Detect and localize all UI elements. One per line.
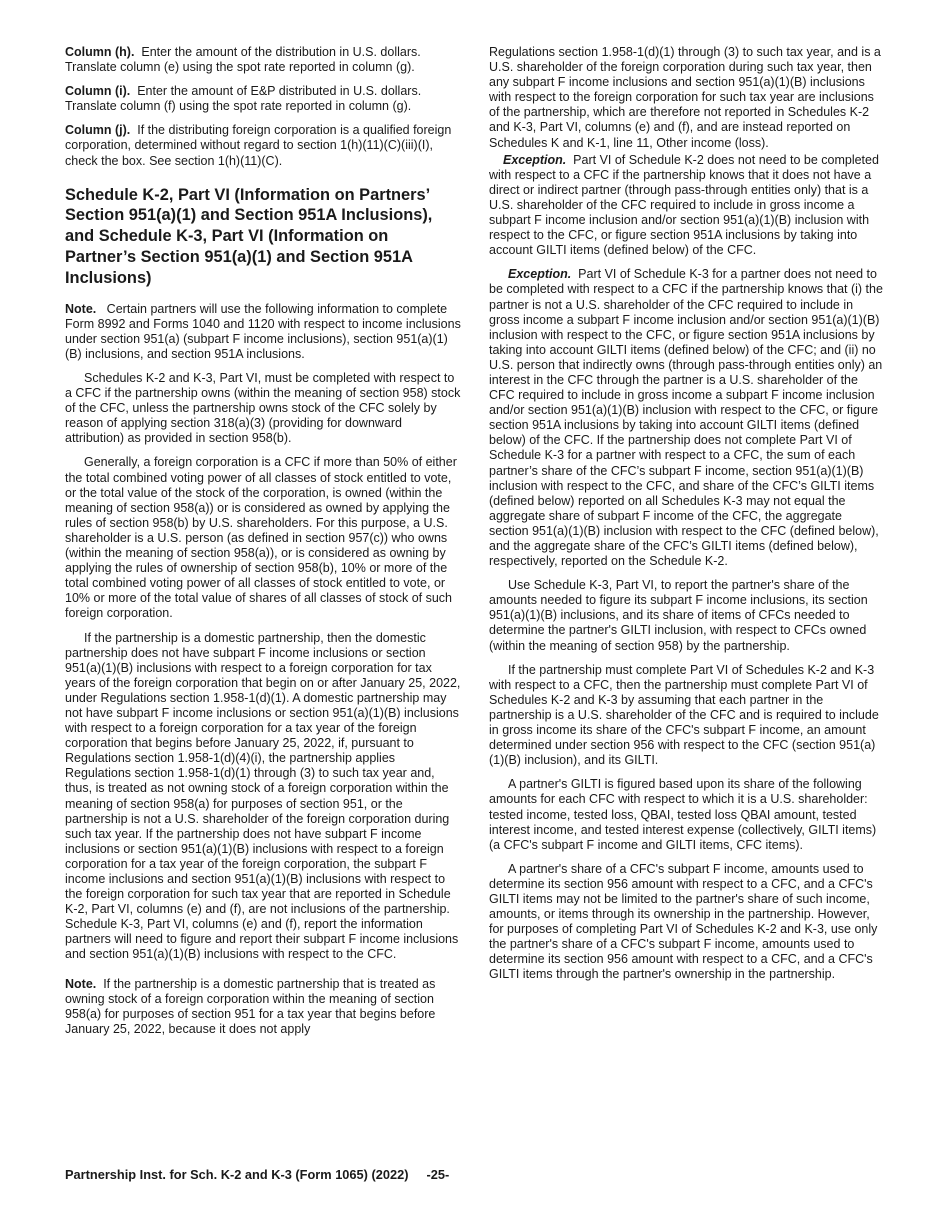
column-j-text: If the distributing foreign corporation is a qualified foreign corporation, determined without regard to section 1(h)(11)(C)(iii)(I), check the box. See section 1(h)(11)(C). xyxy=(65,123,452,168)
exception-paragraph xyxy=(489,153,885,259)
left-column xyxy=(65,45,461,1046)
page-footer xyxy=(65,1167,449,1182)
column-h-paragraph xyxy=(65,45,461,75)
body-paragraph: Use Schedule K-3, Part VI, to report the partner's share of the amounts needed to figure its subpart F income inclusions, its section 951(a)(1)(B) inclusions, and its share of items of CFCs needed to determine the partner's GILTI inclusion, with respect to CFCs owned (within the meaning of section 958) by the partnership. xyxy=(489,578,868,653)
exception-text: Part VI of Schedule K-3 for a partner does not need to be completed with respect to a CFC if the partnership knows that (i) the partner is not a U.S. shareholder of the CFC required to include in gross income a subpart F income inclusion and/or section 951(a)(1)(B) inclusion with respect to the CFC, or figure section 951A inclusions by taking into account GILTI items (defined below) of the CFC; and (ii) no U.S. person that indirectly owns (through pass-through entities only) an interest in the CFC through the partner is a U.S. shareholder of the CFC required to include in gross income a subpart F income inclusion and/or section 951(a)(1)(B) inclusion with respect to the CFC, or figure section 951A inclusions by taking into account GILTI items (defined below) of the CFC. If the partnership does not complete Part VI of Schedule K-3 for a partner with respect to a CFC, the sum of each partner’s share of the CFC’s subpart F income, section 951(a)(1)(B) inclusion with respect to the CFC, and share of the CFC’s GILTI items (defined below) reported on all Schedules K-3 may not equal the aggregate share of subpart F income of the CFC, the aggregate section 951(a)(1)(B) inclusion with respect to the CFC (defined below), and the aggregate share of the CFC’s GILTI items (defined below), respectively, reported on the Schedule K-2. xyxy=(489,267,883,569)
column-j-paragraph xyxy=(65,123,461,168)
exception-text: Part VI of Schedule K-2 does not need to be completed with respect to a CFC if the partnership knows that it does not have a direct or indirect partner (through pass-through entities only) that is a U.S. shareholder of the CFC required to include in gross income a subpart F income inclusion and/or section 951(a)(1)(B) inclusion with respect to the CFC, or figure section 951A inclusions by taking into account GILTI items (defined below) of the CFC. xyxy=(489,152,879,258)
note-text: If the partnership is a domestic partnership that is treated as owning stock of a foreign corporation within the meaning of section 958(a) for purposes of section 951 for a tax year that begins before January 25, 2022, because it does not apply xyxy=(65,976,436,1036)
column-j-label: Column (j). xyxy=(65,123,131,138)
right-column xyxy=(489,45,885,992)
column-i-paragraph xyxy=(65,84,461,114)
note-label: Note. xyxy=(65,301,97,316)
continued-paragraph: Regulations section 1.958-1(d)(1) through (3) to such tax year, and is a U.S. shareholder of the foreign corporation during such tax year, then any subpart F income inclusions and section 951(a)(1)(B) inclusions with respect to the foreign corporation for such tax year are inclusions of the partnership, which are therefore not reported in Schedules K-2 and K-3, Part VI, columns (e) and (f), and are instead reported on Schedules K and K-1, line 11, Other income (loss). xyxy=(489,45,881,150)
exception-label: Exception. xyxy=(508,267,572,282)
body-paragraph: A partner's GILTI is figured based upon its share of the following amounts for each CFC with respect to which it is a U.S. shareholder: tested income, tested loss, QBAI, tested loss QBAI amount, tested interest income, and tested interest expense (collectively, GILTI items) (a CFC's subpart F income and GILTI items, CFC items). xyxy=(489,777,877,852)
body-paragraph: If the partnership must complete Part VI of Schedules K-2 and K-3 with respect to a CFC, then the partnership must complete Part VI of Schedules K-2 and K-3 by assuming that each partner in the partnership is a U.S. shareholder of the CFC and is required to include in gross income its share of the CFC's subpart F income, an amount determined under section 956 with respect to the CFC (section 951(a)(1)(B) inclusion), and its GILTI. xyxy=(489,662,879,768)
page-number: -25- xyxy=(426,1167,450,1182)
note-label: Note. xyxy=(65,976,97,991)
column-h-label: Column (h). xyxy=(65,45,135,59)
body-paragraph: Generally, a foreign corporation is a CFC if more than 50% of either the total combined voting power of all classes of stock entitled to vote, or the total value of the stock of the corporation, is owned (within the meaning of section 958(a)) or is considered as owned by applying the rules of section 958(b) by U.S. shareholders. For this purpose, a U.S. shareholder is a U.S. person (as defined in section 957(c)) who owns (within the meaning of section 958(a)), or is considered as owning by applying the rules of ownership of section 958(b), 10% or more of the total combined voting power of all classes of stock entitled to vote, or 10% or more of the total value of shares of all classes of stock of such foreign corporation. xyxy=(65,455,457,621)
exception-paragraph xyxy=(489,267,885,569)
section-heading: Schedule K-2, Part VI (Information on Partners’ Section 951(a)(1) and Section 951A Inclusions), and Schedule K-3, Part VI (Information on Partner’s Section 951(a)(1) and Section 951A Inclusions) xyxy=(65,185,433,287)
footer-title: Partnership Inst. for Sch. K-2 and K-3 (Form 1065) (2022) xyxy=(65,1167,409,1182)
column-i-text: Enter the amount of E&P distributed in U.S. dollars. Translate column (f) using the spot rate reported in column (g). xyxy=(65,84,422,114)
note-paragraph xyxy=(65,302,461,362)
column-i-label: Column (i). xyxy=(65,84,131,99)
body-paragraph: If the partnership is a domestic partnership, then the domestic partnership does not have subpart F income inclusions or section 951(a)(1)(B) inclusions with respect to a foreign corporation for tax years of the foreign corporation that begin on or after January 25, 2022, under Regulations section 1.958-1(d)(1). A domestic partnership may not have subpart F income inclusions or section 951(a)(1)(B) inclusions with respect to a foreign corporation for a tax year of the foreign corporation that begins before January 25, 2022, if, pursuant to Regulations section 1.958-1(d)(4)(i), the partnership applies Regulations section 1.958-1(d)(1) through (3) to such tax year and, thus, is treated as not owning stock of a foreign corporation within the meaning of section 958(a) for purposes of section 951, or the partnership is not a U.S. shareholder of the foreign corporation during such tax year. If the partnership does not have subpart F income inclusions or section 951(a)(1)(B) inclusions with respect to a foreign corporation for a tax year of the foreign corporation, the subpart F income inclusions and section 951(a)(1)(B) inclusions with respect to the foreign corporation for such tax year that are reported in Schedule K-2, Part VI, columns (e) and (f), are not inclusions of the partnership. Schedule K-3, Part VI, columns (e) and (f), report the information partners will need to figure and report their subpart F income inclusions and section 951(a)(1)(B) inclusions with respect to the CFC. xyxy=(65,630,461,962)
exception-label: Exception. xyxy=(503,152,567,167)
note-text: Certain partners will use the following information to complete Form 8992 and Forms 1040 and 1120 with respect to income inclusions under section 951(a) (subpart F income inclusions), section 951(a)(1)(B) inclusions, and section 951A inclusions. xyxy=(65,301,461,361)
column-h-text: Enter the amount of the distribution in U.S. dollars. Translate column (e) using the spot rate reported in column (g). xyxy=(65,45,421,75)
body-paragraph: Schedules K-2 and K-3, Part VI, must be completed with respect to a CFC if the partnership owns (within the meaning of section 958) stock of the CFC, unless the partnership owns stock of the CFC solely by reason of applying section 318(a)(3) (providing for downward attribution) as provided in section 958(b). xyxy=(65,371,461,446)
note-paragraph xyxy=(65,977,461,1037)
body-paragraph: A partner's share of a CFC's subpart F income, amounts used to determine its section 956 amount with respect to a CFC, and a CFC's GILTI items may not be limited to the partner's share of such income, amounts, or items through its ownership in the partnership. However, for purposes of completing Part VI of Schedules K-2 and K-3, use only the partner's share of a CFC's subpart F income, amounts used to determine its section 956 amount with respect to a CFC, and a CFC's GILTI items through the partner's ownership in the partnership. xyxy=(489,861,878,982)
